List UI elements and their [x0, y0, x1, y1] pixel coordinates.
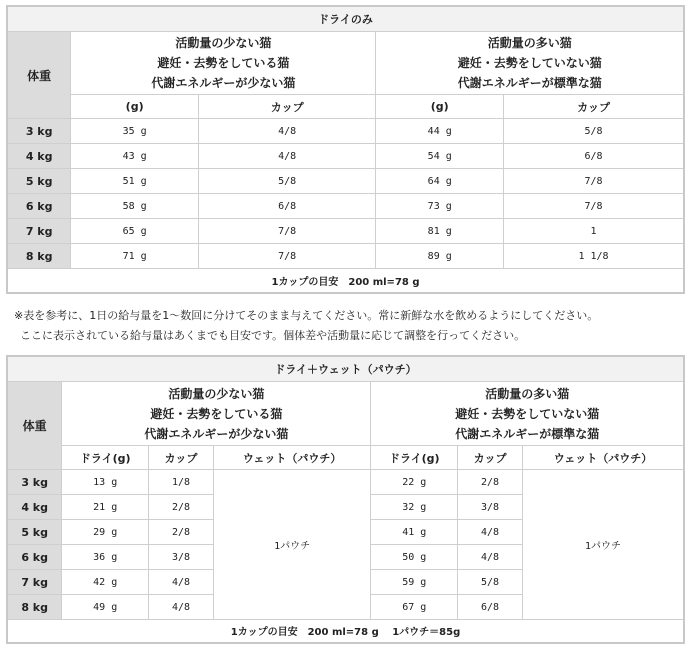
low-cup-cell: 4/8: [198, 144, 375, 169]
group-high-line3: 代謝エネルギーが標準な猫: [455, 426, 600, 441]
weight-cell: 4 kg: [7, 144, 71, 169]
high-dry-cell: 50 g: [371, 545, 458, 570]
group-low-line2: 避妊・去勢をしている猫: [157, 56, 290, 70]
group-high-line1: 活動量の多い猫: [485, 386, 570, 401]
high-dry-cell: 41 g: [371, 520, 458, 545]
weight-cell: 3 kg: [7, 119, 71, 144]
low-grams-cell: 43 g: [71, 144, 199, 169]
group-high-line3: 代謝エネルギーが標準な猫: [457, 76, 602, 90]
low-grams-cell: 51 g: [71, 169, 199, 194]
low-cup-cell: 2/8: [149, 520, 214, 545]
weight-cell: 5 kg: [7, 520, 62, 545]
table-footer: 1カップの目安 200 ml=78 g 1パウチ＝85g: [7, 620, 684, 643]
high-dry-cell: 22 g: [371, 470, 458, 495]
high-dry-cell: 67 g: [371, 595, 458, 620]
table-row: [7, 144, 684, 169]
high-grams-cell: 54 g: [376, 144, 504, 169]
col-cup-high: カップ: [458, 446, 523, 470]
low-dry-cell: 21 g: [62, 495, 149, 520]
low-cup-cell: 4/8: [149, 570, 214, 595]
col-dry-low: ドライ(g): [62, 446, 149, 470]
table-row: [7, 169, 684, 194]
high-cup-cell: 4/8: [458, 520, 523, 545]
low-cup-cell: 4/8: [149, 595, 214, 620]
weight-cell: 3 kg: [7, 470, 62, 495]
col-cup-low: カップ: [198, 95, 375, 119]
group-high-line2: 避妊・去勢をしていない猫: [455, 406, 600, 421]
col-cup-low: カップ: [149, 446, 214, 470]
group-low-line1: 活動量の少ない猫: [168, 386, 265, 401]
high-grams-cell: 64 g: [376, 169, 504, 194]
table-row: [7, 219, 684, 244]
high-cup-cell: 3/8: [458, 495, 523, 520]
group-low-line2: 避妊・去勢をしている猫: [150, 406, 283, 421]
dry-wet-table: [6, 355, 685, 644]
high-cup-cell: 7/8: [504, 194, 684, 219]
group-low-line3: 代謝エネルギーが少ない猫: [151, 76, 296, 90]
table-title: ドライのみ: [7, 6, 684, 32]
low-dry-cell: 29 g: [62, 520, 149, 545]
table-title: ドライ＋ウェット（パウチ）: [7, 356, 684, 382]
high-cup-cell: 5/8: [458, 570, 523, 595]
weight-cell: 8 kg: [7, 595, 62, 620]
weight-cell: 8 kg: [7, 244, 71, 269]
col-grams-low: (g): [71, 95, 199, 119]
table-row: [7, 244, 684, 269]
high-cup-cell: 6/8: [504, 144, 684, 169]
high-cup-cell: 1 1/8: [504, 244, 684, 269]
low-dry-cell: 49 g: [62, 595, 149, 620]
weight-cell: 6 kg: [7, 194, 71, 219]
group-low-line3: 代謝エネルギーが少ない猫: [144, 426, 289, 441]
low-cup-cell: 4/8: [198, 119, 375, 144]
high-cup-cell: 5/8: [504, 119, 684, 144]
group-low-line1: 活動量の少ない猫: [175, 36, 272, 50]
weight-header: 体重: [7, 32, 71, 119]
weight-cell: 7 kg: [7, 570, 62, 595]
col-wet-low: ウェット（パウチ）: [213, 446, 370, 470]
low-cup-cell: 6/8: [198, 194, 375, 219]
low-cup-cell: 7/8: [198, 219, 375, 244]
group-low-activity-header: [71, 32, 376, 95]
low-cup-cell: 2/8: [149, 495, 214, 520]
col-dry-high: ドライ(g): [371, 446, 458, 470]
low-wet-cell: 1パウチ: [213, 470, 370, 620]
high-cup-cell: 1: [504, 219, 684, 244]
low-dry-cell: 36 g: [62, 545, 149, 570]
col-wet-high: ウェット（パウチ）: [522, 446, 684, 470]
low-dry-cell: 13 g: [62, 470, 149, 495]
group-high-activity-header: [376, 32, 684, 95]
group-high-line2: 避妊・去勢をしていない猫: [457, 56, 602, 70]
low-grams-cell: 71 g: [71, 244, 199, 269]
low-dry-cell: 42 g: [62, 570, 149, 595]
low-cup-cell: 5/8: [198, 169, 375, 194]
weight-cell: 6 kg: [7, 545, 62, 570]
weight-header: 体重: [7, 382, 62, 470]
high-cup-cell: 2/8: [458, 470, 523, 495]
group-high-activity-header: [371, 382, 684, 446]
note-line-2: ここに表示されている給与量はあくまでも目安です。個体差や活動量に応じて調整を行ってください。: [20, 329, 526, 342]
low-cup-cell: 3/8: [149, 545, 214, 570]
col-grams-high: (g): [376, 95, 504, 119]
high-wet-cell: 1パウチ: [522, 470, 684, 620]
table-row: [7, 119, 684, 144]
weight-cell: 5 kg: [7, 169, 71, 194]
low-grams-cell: 65 g: [71, 219, 199, 244]
low-grams-cell: 58 g: [71, 194, 199, 219]
high-cup-cell: 7/8: [504, 169, 684, 194]
low-grams-cell: 35 g: [71, 119, 199, 144]
high-grams-cell: 89 g: [376, 244, 504, 269]
low-cup-cell: 1/8: [149, 470, 214, 495]
weight-cell: 4 kg: [7, 495, 62, 520]
table-row: [7, 470, 684, 495]
high-dry-cell: 32 g: [371, 495, 458, 520]
dry-only-table: [6, 5, 685, 294]
high-cup-cell: 4/8: [458, 545, 523, 570]
high-grams-cell: 81 g: [376, 219, 504, 244]
high-grams-cell: 73 g: [376, 194, 504, 219]
high-dry-cell: 59 g: [371, 570, 458, 595]
low-cup-cell: 7/8: [198, 244, 375, 269]
table-row: [7, 194, 684, 219]
col-cup-high: カップ: [504, 95, 684, 119]
group-high-line1: 活動量の多い猫: [487, 36, 572, 50]
weight-cell: 7 kg: [7, 219, 71, 244]
group-low-activity-header: [62, 382, 371, 446]
high-cup-cell: 6/8: [458, 595, 523, 620]
table-footer: 1カップの目安 200 ml=78 g: [7, 269, 684, 293]
note-line-1: ※表を参考に、1日の給与量を1～数回に分けてそのまま与えてください。常に新鮮な水を飲めるようにしてください。: [14, 309, 599, 322]
high-grams-cell: 44 g: [376, 119, 504, 144]
